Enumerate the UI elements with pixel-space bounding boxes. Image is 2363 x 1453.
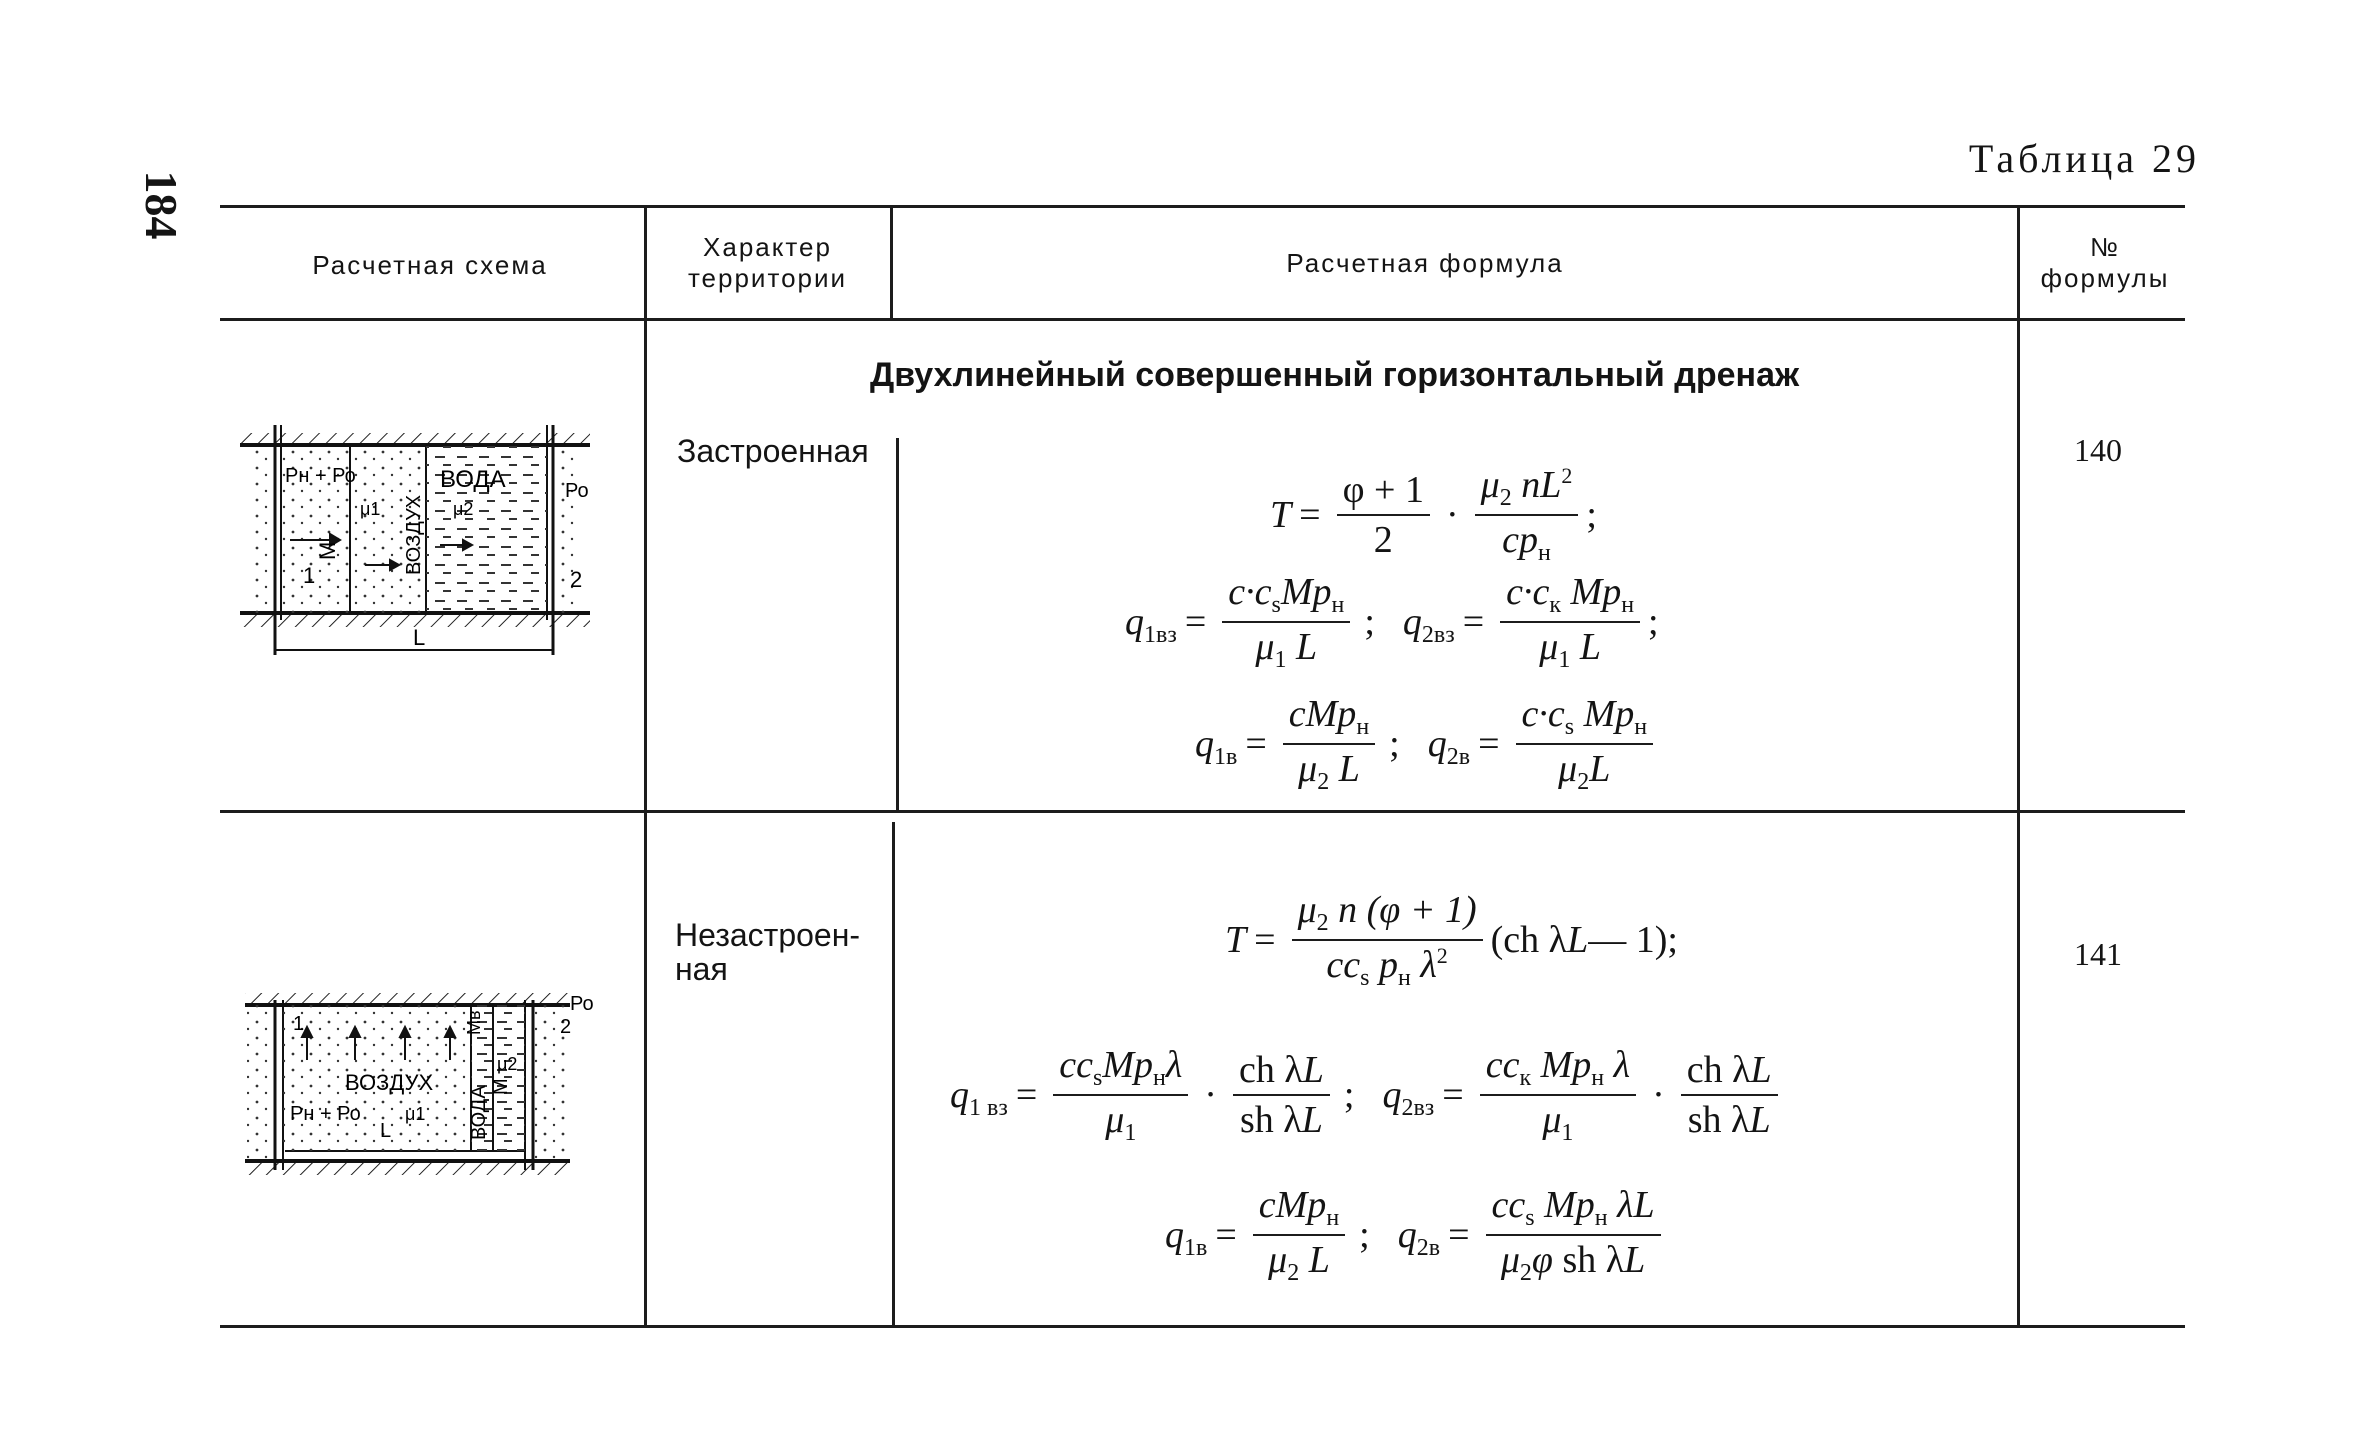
- diagram-undeveloped: [235, 985, 605, 1185]
- header-territory: [660, 232, 875, 294]
- diagram-built-up: [235, 415, 605, 690]
- diagram2-mu2: μ2: [497, 1054, 518, 1074]
- column-divider-1: [644, 205, 647, 1325]
- diagram2-mu1: μ1: [405, 1104, 426, 1124]
- diagram1-mu2: μ2: [453, 499, 474, 519]
- formula-140-q-vz: $q_{1вз}$ = $\frac{c\cdot c_sMp_н}{\mu_1 L}$ ; $q_{2вз}$ = $\frac{c\cdot c_к Mp_н}{\mu_1 L}$ ;: [1125, 571, 1659, 673]
- row1-territory: Застроенная: [677, 433, 869, 469]
- diagram2-two: 2: [560, 1016, 572, 1038]
- diagram2-m: М: [490, 1078, 512, 1095]
- diagram2-pressure-right: Ро: [570, 993, 594, 1015]
- row-divider-rule: [220, 810, 2185, 813]
- header-number: [2025, 232, 2185, 294]
- section-title: Двухлинейный совершенный горизонтальный дренаж: [870, 356, 1800, 394]
- formula-140-q-v: $q_{1в}$ = $\frac{cMp_н}{\mu_2 L}$ ; $q_{2в}$ = $\frac{c\cdot c_s Mp_н}{\mu_2L}$: [1195, 694, 1661, 794]
- diagram1-water: ВОДА: [440, 466, 506, 493]
- column-divider-3: [2017, 205, 2020, 1325]
- formula-141-q-vz: $q_{1 вз}$ = $\frac{cc_sMp_н\lambda}{\mu_1}$ · $\frac{\text{ch λL}}{\text{sh λL}}$ ; $q_{2вз}$ = $\frac{cc_к Mp_н \lambda}{\mu_1}$ · $\frac{\text{ch λL}}{\text{sh λL}}$: [950, 1045, 1786, 1145]
- header-formula: Расчетная формула: [1286, 248, 1564, 278]
- formula-141-q-v: $q_{1в}$ = $\frac{cMp_н}{\mu_2 L}$ ; $q_{2в}$ = $\frac{cc_s Mp_н \lambda L}{\mu_2\varphi sh \lambda L}$: [1165, 1185, 1669, 1285]
- formula-141-T: T = $\frac{\mu_2 n (\varphi + 1)}{cc_s p_н \lambda^2}$ (ch λ L — 1);: [1225, 889, 1678, 991]
- top-boundary: [240, 433, 590, 443]
- diagram1-pressure-left: Рн + Ро: [285, 465, 356, 487]
- diagram2-mv: Мв: [464, 1010, 484, 1035]
- diagram2-water: ВОДА: [468, 1085, 490, 1140]
- table-label: Таблица 29: [1968, 136, 2200, 181]
- row1-formula-number: 140: [2074, 432, 2122, 468]
- table-top-rule: [220, 205, 2185, 208]
- header-number-line1: №: [2090, 232, 2120, 262]
- diagram2-air: ВОЗДУХ: [345, 1070, 434, 1095]
- header-scheme: Расчетная схема: [312, 250, 548, 280]
- row2-territory-line2: ная: [675, 951, 728, 987]
- bottom-boundary: [245, 1163, 570, 1175]
- row2-formula-number: 141: [2074, 936, 2122, 972]
- diagram2-length: L: [380, 1120, 392, 1142]
- row2-territory-line1: Незастроен-: [675, 917, 861, 953]
- formula-140-T: T = $\frac{\varphi + 1}{2}$ · $\frac{\mu_2 nL^2}{cp_н}$ ;: [1270, 463, 1597, 566]
- diagram2-pressure-left: Рн + Ро: [290, 1103, 361, 1125]
- left-drain: [247, 1005, 275, 1161]
- diagram1-one: 1: [303, 563, 316, 588]
- left-drain: [253, 445, 275, 613]
- header-number-line2: формулы: [2040, 263, 2170, 293]
- diagram1-two: 2: [570, 567, 583, 592]
- diagram2-one: 1: [293, 1013, 305, 1035]
- diagram1-pressure-right: Ро: [565, 480, 589, 502]
- header-territory-line1: Характер: [703, 232, 832, 262]
- column-divider-2c: [892, 822, 895, 1325]
- column-divider-2: [890, 205, 893, 318]
- header-territory-line2: территории: [687, 263, 848, 293]
- top-boundary: [245, 993, 570, 1003]
- page-number: 184: [136, 170, 187, 240]
- diagram1-air: ВОЗДУХ: [403, 494, 425, 575]
- column-divider-2b: [896, 438, 899, 810]
- table-bottom-rule: [220, 1325, 2185, 1328]
- header-bottom-rule: [220, 318, 2185, 321]
- diagram1-length: L: [413, 625, 426, 650]
- diagram1-m: М: [315, 541, 340, 560]
- diagram1-mu1: μ1: [360, 499, 381, 519]
- row2-territory: [675, 918, 860, 986]
